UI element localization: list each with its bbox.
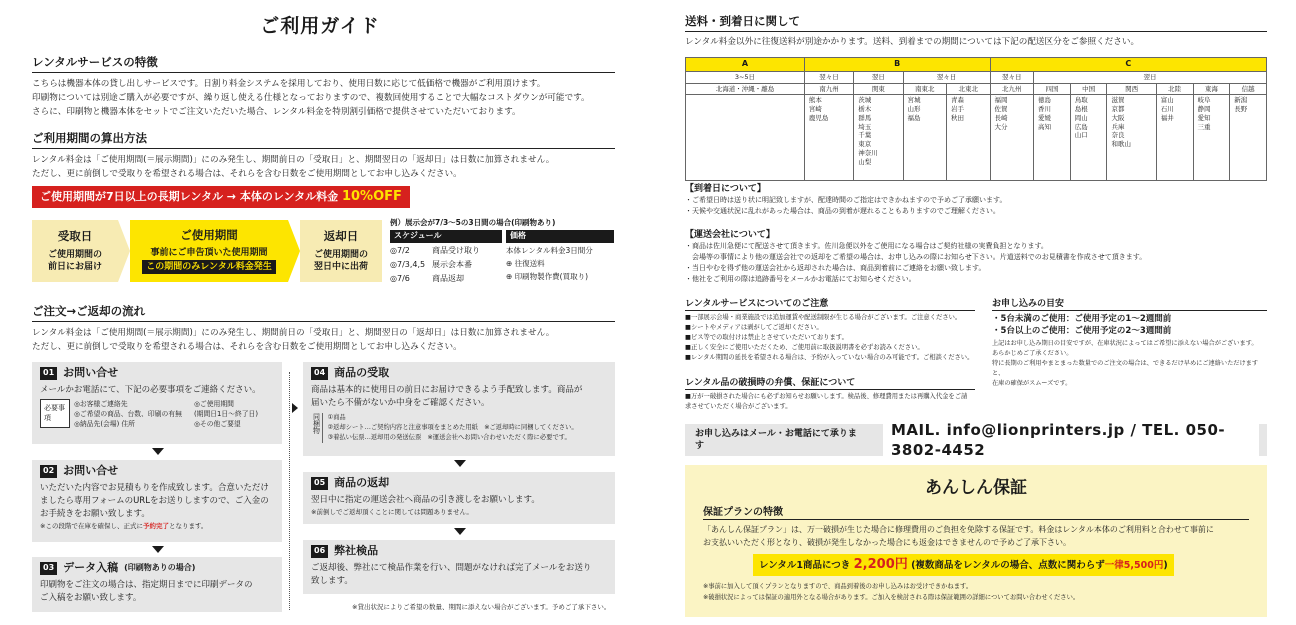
schedule-event: 展示会本番 bbox=[432, 259, 472, 269]
step-title: 商品の受取 bbox=[334, 366, 390, 379]
shipping-line: レンタル料金以外に往復送料が別途かかります。送料、到着までの期間については下記の配送区分をご参照ください。 bbox=[685, 36, 1140, 47]
schedule-example bbox=[390, 218, 616, 284]
prefecture-name: 神奈川 bbox=[858, 148, 878, 157]
step-number: 01 bbox=[40, 367, 57, 380]
flow-return-line: 翌日中に出荷 bbox=[313, 261, 368, 272]
page-title: ご利用ガイド bbox=[260, 15, 380, 37]
guarantee-note: ※事前に加入して頂くプランとなりますので、商品到着後のお申し込みはお受けできかねます。 bbox=[703, 582, 973, 590]
discount-highlight: 10%OFF bbox=[341, 189, 402, 204]
bundle-label: 同梱物 bbox=[311, 413, 323, 443]
flow-usage-title: ご使用期間 bbox=[180, 227, 238, 242]
carrier-line: ・他社をご利用の際は追跡番号をメールかお電話にてお知らせください。 bbox=[685, 275, 916, 284]
period-section bbox=[32, 131, 615, 181]
step-line: ましたら専用フォームのURLをお送りしますので、ご入金の bbox=[40, 495, 269, 506]
bundle-item: ③着払い伝票…返却用の発送伝票 ※運送会社へお問い合わせいただく際に必要です。 bbox=[327, 433, 571, 441]
guide-item: ・5台未満のご使用：ご使用予定の1～2週間前 bbox=[992, 314, 1172, 325]
region-cell: 北東北 bbox=[947, 83, 991, 95]
order-heading: ご注文→ご返却の流れ bbox=[32, 304, 615, 322]
prefecture-name: 富山 bbox=[1160, 96, 1174, 105]
step-line: いただいた内容でお見積もりを作成致します。合意いただけ bbox=[40, 482, 269, 493]
prefecture-name: 秋田 bbox=[951, 113, 964, 122]
step-01 bbox=[32, 362, 282, 444]
order-section bbox=[32, 304, 615, 354]
guide-line: 特に長期のご利用やまとまった数量でのご注文の場合は、できるだけ早めにご連絡いただけますと、 bbox=[992, 360, 1259, 378]
damage-line: 求させていただく場合がございます。 bbox=[685, 403, 792, 411]
prefecture-name: 長野 bbox=[1234, 105, 1248, 114]
cautions-section bbox=[685, 298, 975, 363]
shipping-table bbox=[685, 57, 1267, 181]
features-line: こちらは機器本体の貸し出しサービスです。日割り料金システムを採用しており、使用日数に応じて低価格で機器がご利用頂けます。 bbox=[32, 78, 546, 89]
region-cell: 北海道・沖縄・離島 bbox=[686, 83, 805, 95]
step-title: 弊社検品 bbox=[334, 544, 379, 557]
price-flat: 一律5,500円 bbox=[1104, 560, 1164, 572]
flow-usage bbox=[130, 220, 288, 282]
cautions-heading: レンタルサービスについてのご注意 bbox=[685, 298, 975, 311]
prefecture-cell bbox=[1193, 95, 1230, 181]
prefecture-name: 茨城 bbox=[858, 96, 872, 105]
prefecture-cell bbox=[1230, 95, 1267, 181]
step-number: 06 bbox=[311, 545, 328, 558]
flow-down-arrow bbox=[454, 460, 466, 467]
guide-line: 上記はお申し込み期日の目安ですが、在庫状況によってはご希望に添えない場合がございます。 bbox=[992, 340, 1258, 348]
prefecture-name: 岡山 bbox=[1074, 113, 1088, 122]
price-item: 本体レンタル料金3日間分 bbox=[506, 245, 593, 255]
guide-heading: お申し込みの目安 bbox=[992, 298, 1267, 311]
region-cell: 信越 bbox=[1230, 83, 1267, 95]
prefecture-name: 大阪 bbox=[1111, 113, 1125, 122]
step-note-highlight: 予約完了 bbox=[142, 521, 169, 530]
prefecture-cell bbox=[903, 95, 947, 181]
prefecture-name: 宮崎 bbox=[808, 105, 822, 114]
region-cell: 関西 bbox=[1107, 83, 1156, 95]
prefecture-name: 群馬 bbox=[858, 113, 872, 122]
required-item: ◎納品先(会場) 住所 bbox=[74, 419, 135, 428]
prefecture-name: 佐賀 bbox=[994, 105, 1008, 114]
flow-down-arrow bbox=[454, 528, 466, 535]
required-label: 必要事項 bbox=[40, 399, 70, 428]
step-title: お問い合せ bbox=[63, 366, 119, 379]
zone-c: C bbox=[990, 58, 1267, 72]
prefecture-cell bbox=[1107, 95, 1156, 181]
period-line: レンタル料金は「ご使用期間(＝展示期間)」にのみ発生し、期間前日の「受取日」と、期間翌日の「返却日」は日数に加算されません。 bbox=[32, 154, 555, 165]
period-flow bbox=[32, 220, 382, 282]
carrier-line: 会場等の事情により他の運送会社での返却をご希望の場合は、お申し込みの際にお知らせ下さい。片道送料でのお見積書を作成させて頂きます。 bbox=[685, 253, 1147, 262]
price-header: 価格 bbox=[506, 230, 614, 243]
arrival-cell: 翌日 bbox=[1034, 71, 1267, 83]
prefecture-cell bbox=[686, 95, 805, 181]
step-line: ご入稿をお願い致します。 bbox=[40, 592, 142, 603]
required-item: (期間日1日～終了日) bbox=[194, 409, 259, 418]
prefecture-name: 福井 bbox=[1160, 113, 1174, 122]
arrival-heading: 【到着日について】 bbox=[685, 184, 766, 194]
period-heading: ご利用期間の算出方法 bbox=[32, 131, 615, 149]
step-line: ご返却後、弊社にて検品作業を行い、問題がなければ完了メールをお送り bbox=[311, 562, 592, 573]
step-line: 致します。 bbox=[311, 575, 353, 586]
prefecture-name: 兵庫 bbox=[1111, 122, 1125, 131]
price-close: ) bbox=[1163, 560, 1168, 572]
zone-b: B bbox=[804, 58, 990, 72]
step-note-end: となります。 bbox=[168, 521, 208, 530]
step-number: 05 bbox=[311, 477, 328, 490]
flow-return bbox=[300, 220, 382, 282]
flow-usage-line: 事前にご申告頂いた使用期間 bbox=[150, 248, 268, 259]
prefecture-name: 栃木 bbox=[858, 105, 872, 114]
discount-banner bbox=[32, 186, 410, 208]
arrival-cell: 3~5日 bbox=[686, 71, 805, 83]
step-note: ※この段階で在庫を確保し、正式に bbox=[40, 521, 143, 530]
price-label: レンタル1商品につき bbox=[759, 560, 851, 572]
prefecture-name: 和歌山 bbox=[1111, 140, 1131, 149]
caution-line: ■一部展示会場・商業施設では追加運賃や配送制限が生じる場合がございます。ご注意ください。 bbox=[685, 314, 962, 322]
prefecture-name: 愛知 bbox=[1197, 113, 1211, 122]
guide-line: あらかじめご了承ください。 bbox=[992, 350, 1073, 358]
flow-pickup-line: ご使用期間の bbox=[47, 249, 102, 260]
flow-down-arrow bbox=[152, 546, 164, 553]
flow-usage-highlight: この期間のみレンタル料金発生 bbox=[142, 260, 275, 274]
guarantee-title: あんしん保証 bbox=[925, 478, 1027, 498]
price-item: ⊕ 往復送料 bbox=[506, 259, 545, 269]
step-line: 印刷物をご注文の場合は、指定期日までに印刷データの bbox=[40, 579, 253, 590]
step-title-sub: (印刷物ありの場合) bbox=[124, 563, 196, 573]
features-heading: レンタルサービスの特徴 bbox=[32, 55, 615, 73]
flow-arrow bbox=[118, 220, 130, 282]
schedule-event: 商品返却 bbox=[432, 273, 464, 283]
step-line: 商品は基本的に使用日の前日にお届けできるよう手配致します。商品が bbox=[311, 384, 583, 395]
price-value: 2,200円 bbox=[853, 557, 908, 573]
features-line: さらに、印刷物と機器本体をセットでご注文いただいた場合、レンタル料金を特別割引価格で提供させていただいております。 bbox=[32, 106, 521, 117]
step-line: 翌日中に指定の運送会社へ商品の引き渡しをお願いします。 bbox=[311, 494, 540, 505]
features-section bbox=[32, 55, 615, 119]
guarantee-line: お支払いいただく形となり、破損が発生しなかった場合にも返金はできませんので予めご了承下さい。 bbox=[703, 538, 1071, 548]
prefecture-name: 奈良 bbox=[1111, 131, 1125, 140]
flow-return-line: ご使用期間の bbox=[313, 249, 368, 260]
prefecture-cell bbox=[804, 95, 853, 181]
example-title: 例）展示会が7/3～5の3日間の場合(印刷物あり) bbox=[390, 218, 556, 227]
required-item: ◎お客様ご連絡先 bbox=[74, 399, 128, 408]
prefecture-name: 石川 bbox=[1160, 105, 1174, 114]
step-04 bbox=[303, 362, 615, 456]
contact-bar bbox=[685, 420, 1267, 459]
prefecture-name: 愛媛 bbox=[1038, 113, 1051, 122]
bundle-item: ①商品 bbox=[327, 413, 346, 421]
prefecture-name: 鳥取 bbox=[1074, 96, 1088, 105]
period-line: ただし、更に前倒しで受取りを希望される場合は、それらを含む日数をご使用期間としてお申し込みください。 bbox=[32, 168, 462, 179]
features-line: 印刷物については別途ご購入が必要ですが、繰り返し使える仕様となっておりますので、複数回使用することで大幅なコストダウンが可能です。 bbox=[32, 92, 590, 103]
schedule-date: ◎7/2 bbox=[390, 245, 410, 255]
order-footnote: ※貸出状況によりご希望の数量、期間に添えない場合がございます。予めご了承下さい。 bbox=[352, 603, 611, 611]
prefecture-cell bbox=[1156, 95, 1193, 181]
prefecture-cell bbox=[990, 95, 1034, 181]
step-number: 04 bbox=[311, 367, 328, 380]
flow-down-arrow bbox=[152, 448, 164, 455]
contact-info[interactable]: MAIL. info@lionprinters.jp / TEL. 050-3802-4452 bbox=[883, 417, 1259, 464]
prefecture-name: 東京 bbox=[858, 140, 872, 149]
guide-item: ・5台以上のご使用：ご使用予定の2～3週間前 bbox=[992, 325, 1172, 336]
prefecture-cell bbox=[1034, 95, 1071, 181]
region-cell: 東海 bbox=[1193, 83, 1230, 95]
prefecture-name: 岩手 bbox=[951, 105, 964, 114]
guarantee-box bbox=[685, 465, 1267, 617]
prefecture-name: 岐阜 bbox=[1197, 96, 1211, 105]
damage-line: ■万が一破損された場合にも必ずお知らせお願いします。検品後、修理費用または再購入代金をご請 bbox=[685, 393, 968, 401]
prefecture-name: 福島 bbox=[907, 113, 921, 122]
step-06 bbox=[303, 540, 615, 594]
step-03 bbox=[32, 557, 282, 612]
prefecture-name: 青森 bbox=[951, 96, 964, 105]
prefecture-name: 広島 bbox=[1074, 122, 1088, 131]
required-item: ◎ご使用期間 bbox=[194, 399, 234, 408]
step-05 bbox=[303, 472, 615, 524]
prefecture-name: 島根 bbox=[1074, 105, 1088, 114]
arrival-line: ・天候や交通状況に乱れがあった場合は、商品の到着が遅れることもありますのでご理解ください。 bbox=[685, 207, 1000, 216]
step-title: 商品の返却 bbox=[334, 476, 390, 489]
guide-section bbox=[992, 298, 1267, 389]
region-cell: 北九州 bbox=[990, 83, 1034, 95]
region-cell: 北陸 bbox=[1156, 83, 1193, 95]
column-connector bbox=[289, 372, 291, 610]
arrival-cell: 翌々日 bbox=[990, 71, 1034, 83]
prefecture-name: 新潟 bbox=[1234, 96, 1248, 105]
guarantee-price-bar bbox=[753, 554, 1174, 576]
shipping-section bbox=[685, 14, 1267, 49]
required-item: ◎その他ご要望 bbox=[194, 419, 241, 428]
damage-section bbox=[685, 377, 975, 412]
step-title: データ入稿 bbox=[63, 561, 119, 574]
step-note: ※前倒しでご返却頂くことに関しては問題ありません。 bbox=[311, 507, 473, 516]
prefecture-name: 徳島 bbox=[1038, 96, 1051, 105]
prefecture-name: 千葉 bbox=[858, 131, 872, 140]
prefecture-name: 三重 bbox=[1197, 122, 1211, 131]
schedule-date: ◎7/3,4,5 bbox=[390, 259, 426, 269]
schedule-date: ◎7/6 bbox=[390, 273, 410, 283]
prefecture-name: 鹿児島 bbox=[808, 113, 829, 122]
bundle-item: ②返却シート…ご契約内容と注意事項をまとめた用紙 ※ご返却時に同梱してください。 bbox=[327, 423, 578, 431]
price-item: ⊕ 印刷物製作費(買取り) bbox=[506, 272, 589, 282]
flow-pickup bbox=[32, 220, 118, 282]
step-line: メールかお電話にて、下記の必要事項をご連絡ください。 bbox=[40, 384, 261, 395]
prefecture-cell bbox=[1070, 95, 1107, 181]
schedule-event: 商品受け取り bbox=[432, 245, 480, 255]
prefecture-name: 熊本 bbox=[808, 96, 822, 105]
guarantee-line: 「あんしん保証プラン」は、万一破損が生じた場合に修理費用のご負担を免除する保証です。料金はレンタル本体のご利用料と合わせて事前に bbox=[703, 525, 1214, 535]
price-note: (複数商品をレンタルの場合、点数に関わらず bbox=[911, 560, 1105, 572]
step-02 bbox=[32, 460, 282, 542]
caution-line: ■正しく安全にご使用いただくため、ご使用前に取扱説明書を必ずお読みください。 bbox=[685, 344, 924, 352]
prefecture-cell bbox=[947, 95, 991, 181]
region-cell: 南九州 bbox=[804, 83, 853, 95]
carrier-line: ・商品は佐川急便にて配送させて頂きます。佐川急便以外をご使用になる場合はご契約社様の実費負担となります。 bbox=[685, 242, 1048, 251]
step-number: 02 bbox=[40, 465, 57, 478]
required-item: ◎ご希望の商品、台数、印刷の有無 bbox=[74, 409, 182, 418]
arrival-cell: 翌々日 bbox=[903, 71, 990, 83]
step-title: お問い合せ bbox=[63, 464, 119, 477]
step-line: お手続きをお願い致します。 bbox=[40, 508, 150, 519]
carrier-line: ・当日やむを得ず他の運送会社から返却された場合は、商品到着前にご連絡をお願い致します。 bbox=[685, 264, 986, 273]
prefecture-name: 長崎 bbox=[994, 113, 1008, 122]
step-line: 届いたら不備がないか中身をご確認ください。 bbox=[311, 397, 490, 408]
arrival-cell: 翌々日 bbox=[804, 71, 853, 83]
arrival-line: ・ご希望日時は送り状に明記致しますが、配達時間のご指定はできかねますので予めご了承願います。 bbox=[685, 196, 1007, 205]
prefecture-name: 高知 bbox=[1038, 122, 1051, 131]
prefecture-cell bbox=[854, 95, 903, 181]
prefecture-name: 埼玉 bbox=[858, 122, 872, 131]
discount-banner-text: ご使用期間が7日以上の長期レンタル → 本体のレンタル料金 bbox=[40, 190, 339, 203]
schedule-header: スケジュール bbox=[390, 230, 502, 243]
flow-arrow bbox=[288, 220, 300, 282]
carrier-section bbox=[685, 229, 1267, 285]
connector-arrow-icon bbox=[292, 403, 298, 413]
caution-line: ■ビス等での取付けは禁止とさせていただいております。 bbox=[685, 334, 848, 342]
prefecture-name: 香川 bbox=[1038, 105, 1051, 114]
prefecture-name: 大分 bbox=[994, 122, 1008, 131]
prefecture-name: 静岡 bbox=[1197, 105, 1211, 114]
region-cell: 関東 bbox=[854, 83, 903, 95]
order-line: レンタル料金は「ご使用期間(＝展示期間)」にのみ発生し、期間前日の「受取日」と、期間翌日の「返却日」は日数に加算されません。 bbox=[32, 327, 555, 338]
arrival-section bbox=[685, 183, 1267, 217]
guide-line: 在庫の確保がスムーズです。 bbox=[992, 380, 1072, 388]
prefecture-name: 宮城 bbox=[907, 96, 921, 105]
flow-pickup-title: 受取日 bbox=[57, 229, 93, 244]
region-cell: 南東北 bbox=[903, 83, 947, 95]
arrival-cell: 翌日 bbox=[854, 71, 903, 83]
caution-line: ■レンタル期間の延長を希望される場合は、予約が入っていない場合のみ可能です。ご相談ください。 bbox=[685, 354, 974, 362]
prefecture-name: 山形 bbox=[907, 105, 921, 114]
guarantee-note: ※破損状況によっては保証の適用外となる場合があります。ご加入を検討される際は保証範囲の詳細についてお問い合わせください。 bbox=[703, 593, 1080, 601]
contact-label: お申し込みはメール・お電話にて承ります bbox=[695, 428, 857, 451]
prefecture-name: 京都 bbox=[1111, 105, 1125, 114]
step-number: 03 bbox=[40, 562, 57, 575]
order-line: ただし、更に前倒しで受取りを希望される場合は、それらを含む日数をご使用期間としてお申し込みください。 bbox=[32, 341, 462, 352]
prefecture-name: 山口 bbox=[1074, 131, 1088, 140]
flow-return-title: 返却日 bbox=[323, 229, 359, 244]
guarantee-heading: 保証プランの特徴 bbox=[703, 506, 1249, 521]
region-cell: 四国 bbox=[1034, 83, 1071, 95]
prefecture-name: 滋賀 bbox=[1111, 96, 1125, 105]
region-cell: 中国 bbox=[1070, 83, 1107, 95]
damage-heading: レンタル品の破損時の弁償、保証について bbox=[685, 377, 975, 390]
caution-line: ■シートやメディアは剥がしてご返却ください。 bbox=[685, 324, 823, 332]
zone-a: A bbox=[686, 58, 805, 72]
carrier-heading: 【運送会社について】 bbox=[685, 230, 775, 240]
prefecture-name: 福岡 bbox=[994, 96, 1008, 105]
prefecture-name: 山梨 bbox=[858, 157, 872, 166]
flow-pickup-line: 前日にお届け bbox=[47, 261, 102, 272]
shipping-heading: 送料・到着日に関して bbox=[685, 14, 1267, 32]
